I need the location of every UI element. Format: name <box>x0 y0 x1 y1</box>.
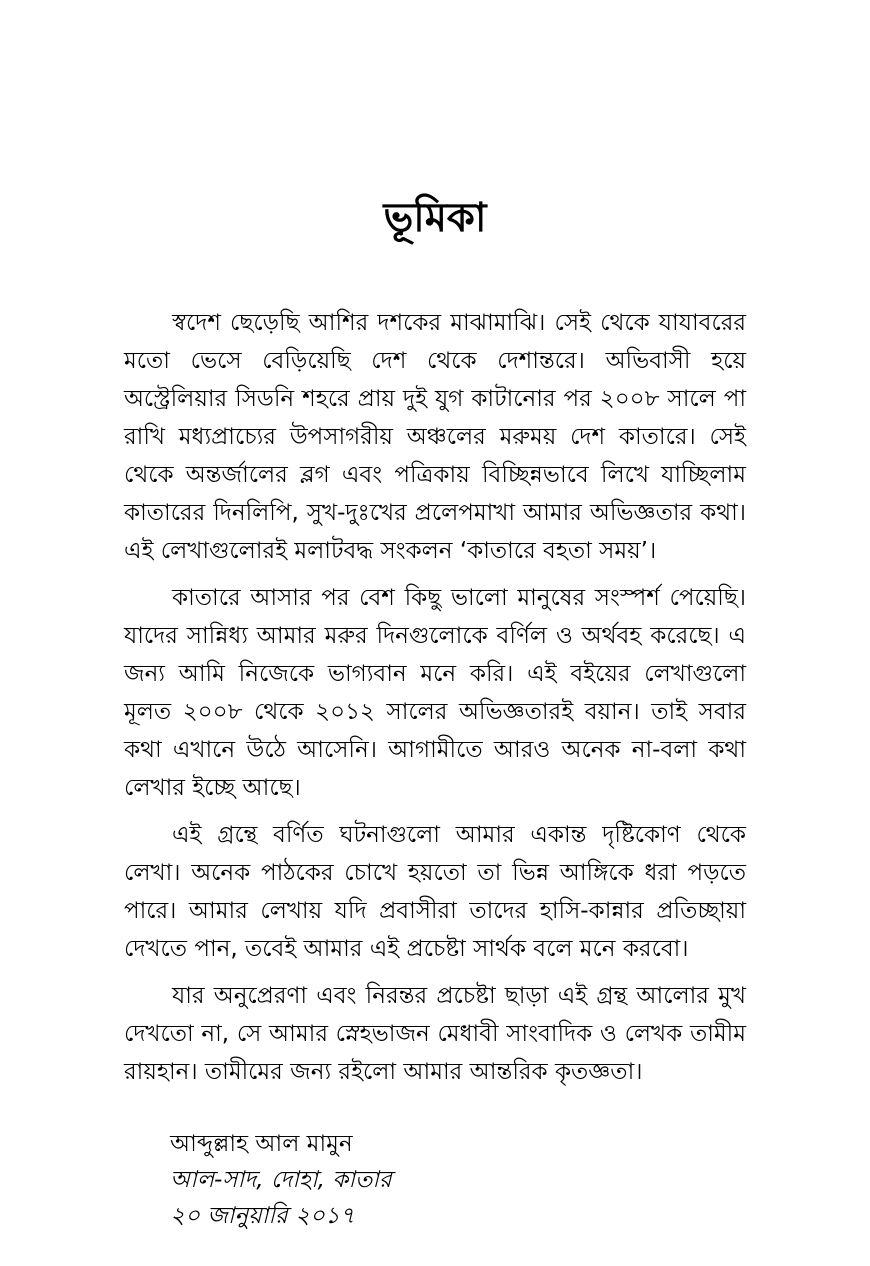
paragraph-2: কাতারে আসার পর বেশ কিছু ভালো মানুষের সংস্পর্শ পেয়েছি। যাদের সান্নিধ্য আমার মরুর দিনগুলোকে বর্ণিল ও অর্থবহ করেছে। এ জন্য আমি নিজেকে ভাগ্যবান মনে করি। এই বইয়ের লেখাগুলো মূলত ২০০৮ থেকে ২০১২ সালের অভিজ্ঞতারই বয়ান। তাই সবার কথা এখানে উঠে আসেনি। আগামীতে আরও অনেক না-বলা কথা লেখার ইচ্ছে আছে। <box>124 585 746 801</box>
author-name: আব্দুল্লাহ আল মামুন <box>170 1131 353 1157</box>
preface-body <box>124 304 746 1100</box>
paragraph-1: স্বদেশ ছেড়েছি আশির দশকের মাঝামাঝি। সেই থেকে যাযাবরের মতো ভেসে বেড়িয়েছি দেশ থেকে দেশান্তরে। অভিবাসী হয়ে অস্ট্রেলিয়ার সিডনি শহরে প্রায় দুই যুগ কাটানোর পর ২০০৮ সালে পা রাখি মধ্যপ্রাচ্যের উপসাগরীয় অঞ্চলের মরুময় দেশ কাতারে। সেই থেকে অন্তর্জালের ব্লগ এবং পত্রিকায় বিচ্ছিন্নভাবে লিখে যাচ্ছিলাম কাতারের দিনলিপি, সুখ-দুঃখের প্রলেপমাখা আমার অভিজ্ঞতার কথা। এই লেখাগুলোরই মলাটবদ্ধ সংকলন ‘কাতারে বহতা সময়’। <box>124 310 746 564</box>
page-title: ভূমিকা <box>383 195 487 241</box>
paragraph-4: যার অনুপ্রেরণা এবং নিরন্তর প্রচেষ্টা ছাড়া এই গ্রন্থ আলোর মুখ দেখতো না, সে আমার স্নেহভাজন মেধাবী সাংবাদিক ও লেখক তামীম রায়হান। তামীমের জন্য রইলো আমার আন্তরিক কৃতজ্ঞতা। <box>124 983 746 1085</box>
signature-date: ২০ জানুয়ারি ২০১৭ <box>170 1203 355 1229</box>
signature-block <box>170 1126 730 1234</box>
signature-place: আল-সাদ, দোহা, কাতার <box>170 1167 392 1193</box>
paragraph-3: এই গ্রন্থে বর্ণিত ঘটনাগুলো আমার একান্ত দৃষ্টিকোণ থেকে লেখা। অনেক পাঠকের চোখে হয়তো তা ভিন্ন আঙ্গিকে ধরা পড়তে পারে। আমার লেখায় যদি প্রবাসীরা তাদের হাসি-কান্নার প্রতিচ্ছায়া দেখতে পান, তবেই আমার এই প্রচেষ্টা সার্থক বলে মনে করবো। <box>124 822 746 962</box>
